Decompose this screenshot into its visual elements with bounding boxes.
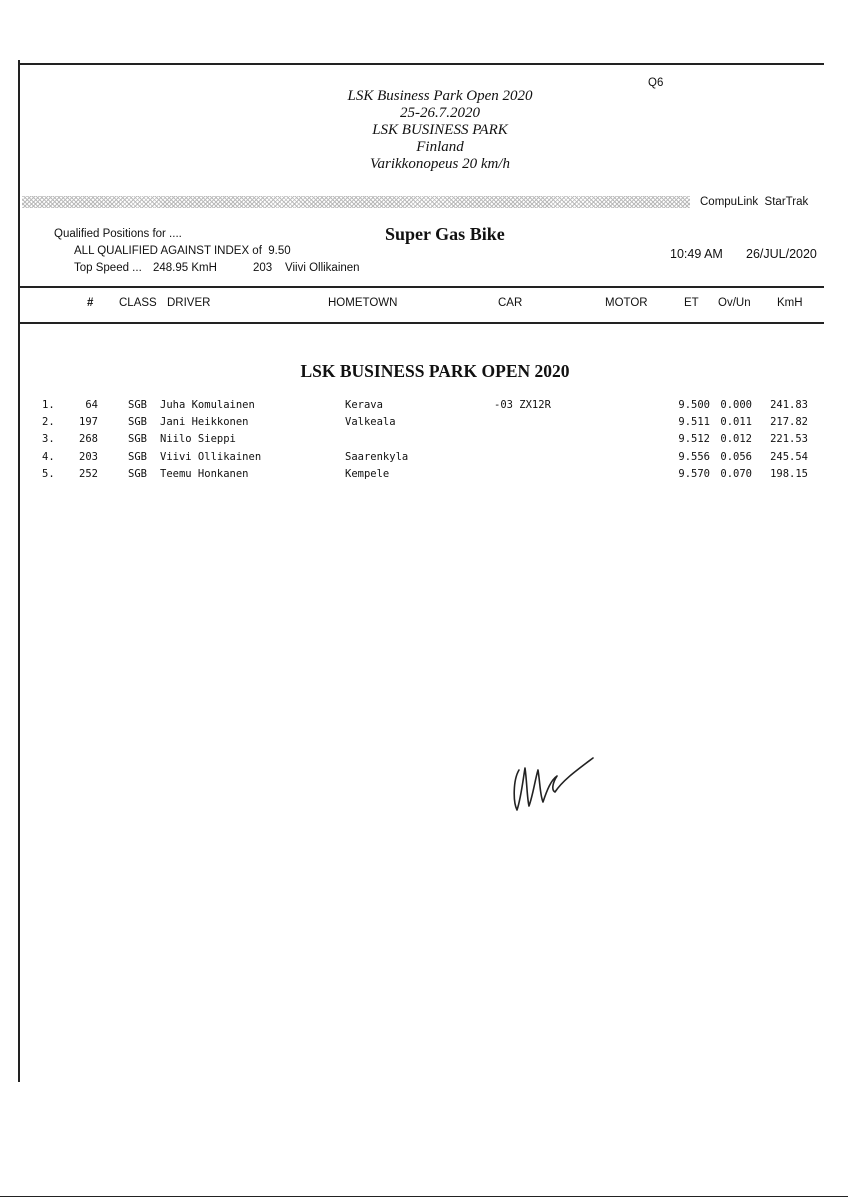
col-et: ET [684,297,699,309]
sheet-code: Q6 [648,77,664,89]
table-row [0,451,848,468]
top-speed-label: Top Speed ... [74,262,142,274]
table-row [0,433,848,450]
event-venue: LSK BUSINESS PARK [372,122,508,138]
top-speed-number: 203 [253,262,273,274]
cell-pos: 2. [42,416,55,429]
cell-et: 9.511 [678,416,710,429]
cell-kmh: 198.15 [770,467,808,480]
event-title: LSK Business Park Open 2020 [347,88,533,104]
class-title: Super Gas Bike [385,224,505,244]
col-car: CAR [498,297,523,309]
cell-class: SGB [128,399,147,411]
cell-ovun: 0.056 [720,450,752,463]
cell-car: -03 ZX12R [494,399,551,411]
event-dates: 25-26.7.2020 [400,105,480,121]
left-border-line [18,60,20,1082]
cell-driver: Jani Heikkonen [160,416,249,429]
cell-kmh: 241.83 [770,399,808,411]
cell-driver: Viivi Ollikainen [160,450,262,463]
cell-num: 268 [79,433,98,446]
top-border-line [18,63,824,65]
cell-num: 252 [79,467,98,480]
cell-pos: 3. [42,433,55,446]
signature-image [505,740,605,820]
cell-hometown: Saarenkyla [345,450,409,463]
system-name: CompuLink StarTrak [700,196,809,208]
cell-num: 197 [79,416,98,429]
section-title: LSK BUSINESS PARK OPEN 2020 [300,361,570,381]
cell-ovun: 0.070 [720,467,752,480]
cell-kmh: 217.82 [770,416,808,429]
header-hatch-band [22,196,690,208]
column-header-top-line [18,286,824,288]
cell-num: 64 [85,399,98,411]
bottom-border-line [0,1196,848,1197]
cell-pos: 4. [42,450,55,463]
col-motor: MOTOR [605,297,648,309]
index-line: ALL QUALIFIED AGAINST INDEX of 9.50 [74,245,291,257]
cell-class: SGB [128,416,147,429]
cell-hometown: Valkeala [345,416,396,429]
cell-num: 203 [79,450,98,463]
cell-kmh: 245.54 [770,450,808,463]
cell-ovun: 0.011 [720,416,752,429]
cell-pos: 1. [42,399,55,411]
cell-class: SGB [128,467,147,480]
cell-driver: Niilo Sieppi [160,433,236,446]
cell-ovun: 0.000 [720,399,752,411]
top-speed-driver: Viivi Ollikainen [285,262,360,274]
cell-ovun: 0.012 [720,433,752,446]
report-date: 26/JUL/2020 [746,247,817,261]
table-row [0,416,848,433]
col-kmh: KmH [777,297,803,309]
cell-et: 9.570 [678,467,710,480]
cell-et: 9.556 [678,450,710,463]
col-num: # [87,297,94,309]
col-driver: DRIVER [167,297,211,309]
table-row [0,468,848,485]
cell-class: SGB [128,433,147,446]
top-speed-value: 248.95 KmH [153,262,217,274]
cell-et: 9.512 [678,433,710,446]
column-header-bottom-line [18,322,824,324]
col-ovun: Ov/Un [718,297,751,309]
cell-hometown: Kerava [345,399,383,411]
qualified-label: Qualified Positions for .... [54,228,182,240]
column-header-row [0,297,848,314]
table-row [0,399,848,416]
event-country: Finland [416,139,464,155]
cell-et: 9.500 [678,399,710,411]
cell-driver: Teemu Honkanen [160,467,249,480]
pit-speed-note: Varikkonopeus 20 km/h [370,156,510,172]
cell-class: SGB [128,450,147,463]
cell-hometown: Kempele [345,467,390,480]
col-hometown: HOMETOWN [328,297,398,309]
cell-driver: Juha Komulainen [160,399,255,411]
cell-kmh: 221.53 [770,433,808,446]
col-class: CLASS [119,297,157,309]
cell-pos: 5. [42,467,55,480]
report-time: 10:49 AM [670,247,723,261]
